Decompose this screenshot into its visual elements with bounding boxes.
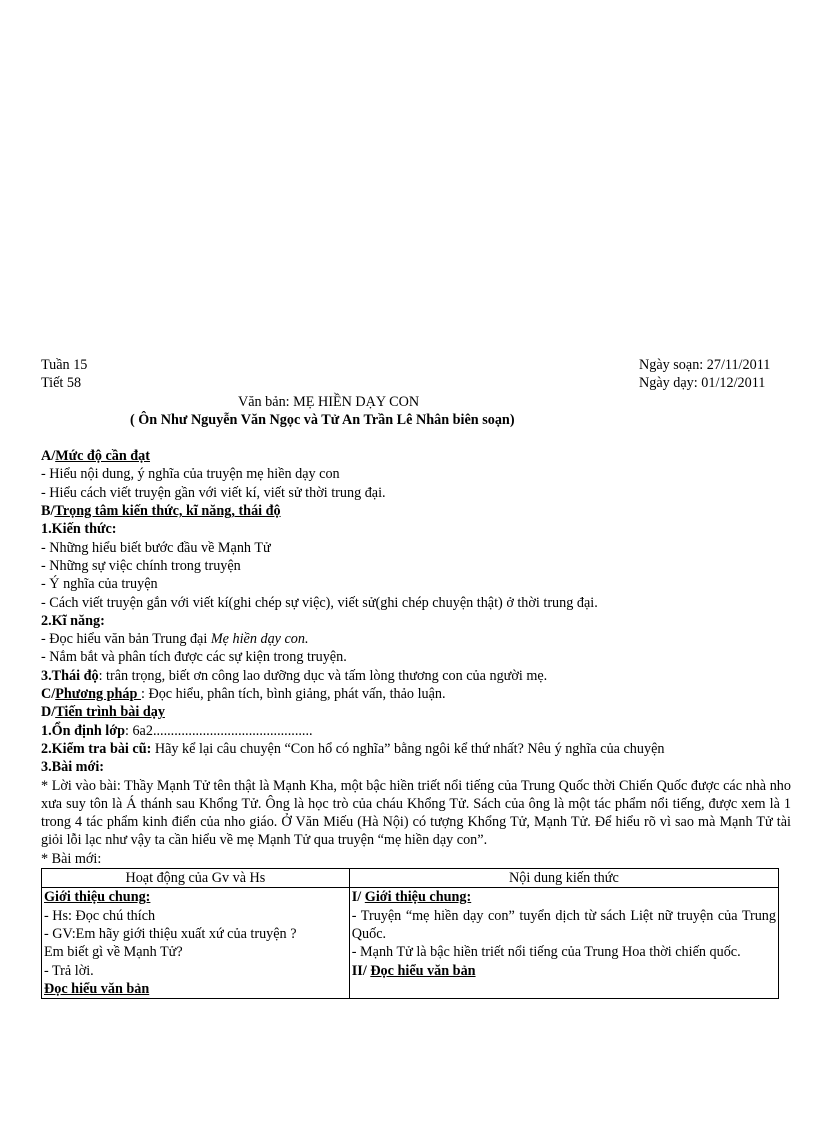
activities-cell <box>42 888 350 999</box>
header-row-1 <box>41 356 791 374</box>
cell-line: - Hs: Đọc chú thích <box>44 907 156 924</box>
cell-line: Em biết gì về Mạnh Tử? <box>44 944 183 961</box>
activity-table <box>41 868 779 999</box>
spacer <box>41 429 791 447</box>
period-label: Tiết 58 <box>41 375 82 392</box>
cell-heading: Giới thiệu chung: <box>44 889 151 906</box>
title-name: MẸ HIỀN DẠY CON <box>293 393 420 410</box>
knowledge-heading: 1.Kiến thức: <box>41 521 117 538</box>
table-row <box>42 888 779 999</box>
cell-footer-heading: II/ Đọc hiểu văn bản <box>351 962 476 979</box>
section-d-heading: D/Tiến trình bài dạy <box>41 704 165 721</box>
section-a-line: - Hiểu nội dung, ý nghĩa của truyện mẹ hiền dạy con <box>41 466 340 483</box>
cell-footer-heading: Đọc hiểu văn bản <box>44 980 150 997</box>
attitude-line: 3.Thái độ: trân trọng, biết ơn công lao dưỡng dục và tấm lòng thương con của người mẹ. <box>41 667 548 684</box>
intro-paragraph: * Lời vào bài: Thầy Mạnh Tử tên thật là Mạnh Kha, một bậc hiền triết nổi tiếng của Trung Quốc thời Chiến Quốc được các nhà nho xưa suy tôn là Á thánh sau Khổng Tử. Ông là học trò của cháu Khổng Tử. Sách của ông là một tác phẩm nổi tiếng, được xem là 1 trong 4 tác phẩm kinh điển của nho giáo. Ở Văn Miếu (Hà Nội) có tượng Khổng Tử, Mạnh Tử. Để hiểu rõ vì sao mà Mạnh Tử tài giỏi lỗi lạc như vậy ta cần hiểu về mẹ Mạnh Tử qua truyện “mẹ hiền dạy con”. <box>41 777 791 849</box>
column-header-content: Nội dung kiến thức <box>349 869 778 888</box>
skills-heading: 2.Kĩ năng: <box>41 612 105 629</box>
section-a-line: - Hiểu cách viết truyện gần với viết kí, viết sử thời trung đại. <box>41 484 386 501</box>
skill-line: - Đọc hiểu văn bản Trung đại Mẹ hiền dạy con. <box>41 631 309 648</box>
step-1-line: 1.Ổn định lớp: 6a2............................................. <box>41 722 313 739</box>
document-subtitle: ( Ôn Như Nguyễn Văn Ngọc và Tử An Trần Lê Nhân biên soạn) <box>130 411 515 428</box>
section-c-line: C/Phương pháp : Đọc hiểu, phân tích, bình giảng, phát vấn, thảo luận. <box>41 686 446 703</box>
week-label: Tuần 15 <box>41 357 88 373</box>
cell-line: - Mạnh Tử là bậc hiền triết nổi tiếng của Trung Hoa thời chiến quốc. <box>351 944 741 961</box>
cell-line: - Truyện “mẹ hiền dạy con” tuyển dịch từ sách Liệt nữ truyện của Trung Quốc. <box>351 907 776 942</box>
lesson-plan <box>41 356 791 999</box>
knowledge-line: - Cách viết truyện gắn với viết kí(ghi chép sự việc), viết sử(ghi chép chuyện thật) ở thời trung đại. <box>41 594 598 611</box>
knowledge-line: - Những hiểu biết bước đầu về Mạnh Tử <box>41 539 271 556</box>
step-2-line: 2.Kiểm tra bài cũ: Hãy kể lại câu chuyện “Con hổ có nghĩa” bằng ngôi kể thứ nhất? Nêu ý nghĩa của chuyện <box>41 740 665 757</box>
title-prefix: Văn bản: <box>238 393 294 410</box>
knowledge-line: - Những sự việc chính trong truyện <box>41 557 241 574</box>
document-title <box>41 393 791 411</box>
section-b-heading: B/Trọng tâm kiến thức, kĩ năng, thái độ <box>41 503 281 520</box>
teach-date: Ngày dạy: 01/12/2011 <box>639 375 766 392</box>
cell-line: - Trả lời. <box>44 962 94 979</box>
skill-line: - Nắm bắt và phân tích được các sự kiện trong truyện. <box>41 649 347 666</box>
prep-date: Ngày soạn: 27/11/2011 <box>639 357 771 373</box>
column-header-activities: Hoạt động của Gv và Hs <box>42 869 350 888</box>
cell-heading: I/ Giới thiệu chung: <box>351 889 472 906</box>
knowledge-line: - Ý nghĩa của truyện <box>41 576 158 593</box>
table-header-row <box>42 869 779 888</box>
header-row-2 <box>41 374 791 392</box>
section-a-heading: A/Mức độ cần đạt <box>41 448 151 465</box>
cell-line: - GV:Em hãy giới thiệu xuất xứ của truyện ? <box>44 925 297 942</box>
content-cell <box>349 888 778 999</box>
step-3-heading: 3.Bài mới: <box>41 759 105 776</box>
new-lesson-label: * Bài mới: <box>41 850 102 867</box>
